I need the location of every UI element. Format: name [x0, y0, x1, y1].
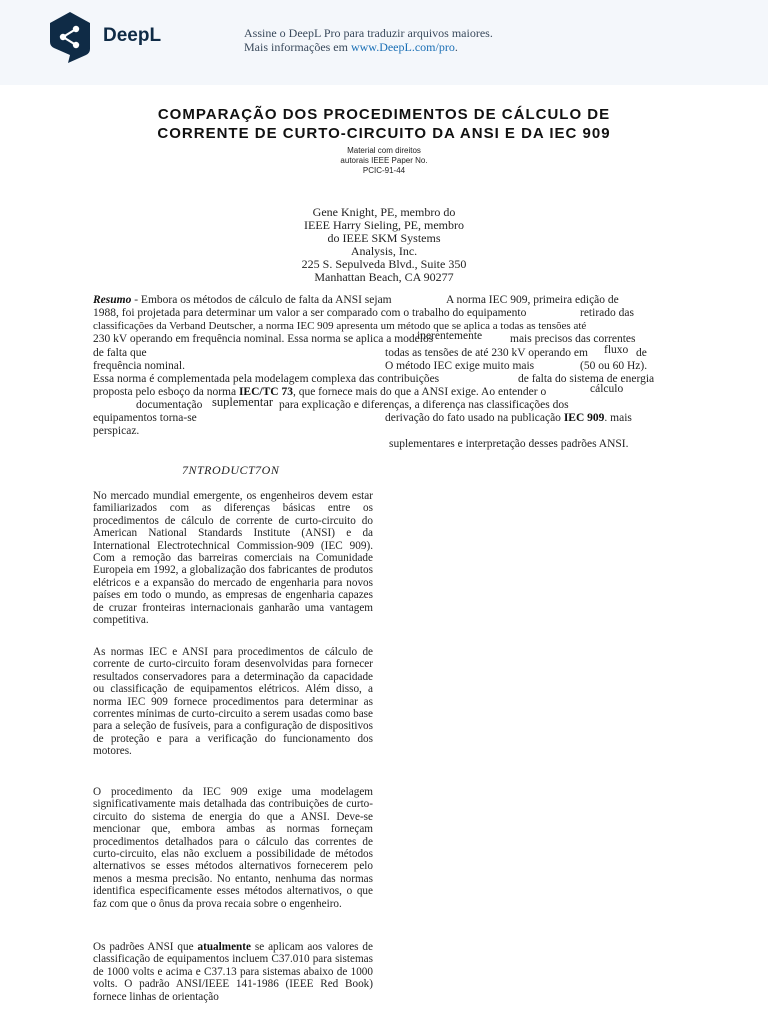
- promo-suffix: .: [454, 40, 458, 54]
- intro-paragraph-4: [93, 941, 373, 1003]
- intro-paragraph-3: O procedimento da IEC 909 exige uma modelagem significativamente mais detalhada das contribuições de curto-circuito do sistema de energia do que a ANSI. Deve-se mencionar que, embora ambas as normas forneçam procedimentos detalhados para o cálculo das correntes de curto-circuito, elas não excluem a possibilidade de métodos alternativos se esses métodos alternativos fornecerem pelo menos a mesma precisão. No entanto, nenhuma das normas identifica especificamente esses métodos alternativos, o que faz com que o ônus da prova recaia sobre o engenheiro.: [93, 786, 373, 910]
- abstract-10c: IEC 909: [563, 412, 605, 424]
- abstract-line-6a: frequência nominal.: [93, 360, 185, 372]
- author-line-1: Gene Knight, PE, membro do: [312, 205, 456, 219]
- abstract-line-4c: mais precisos das correntes: [510, 333, 636, 345]
- abstract-line-1b: A norma IEC 909, primeira edição de: [446, 294, 619, 306]
- abstract-line-9b: suplementar: [212, 395, 274, 409]
- deepl-banner: [0, 0, 768, 85]
- abstract-line-5d: de: [636, 347, 647, 359]
- p4-part-3: se aplicam aos valores de classificação de equipamentos incluem C37.010 para sistemas de 1000 volts e acima e C37.13 para sistemas abaixo de 1000 volts. O padrão ANSI/IEEE 141-1986 (IEEE Red Book) fornece linhas de orientação: [93, 941, 373, 1003]
- abstract-label: Resumo: [93, 294, 132, 306]
- author-line-4: Analysis, Inc.: [350, 244, 418, 258]
- deepl-pro-link[interactable]: www.DeepL.com/pro: [350, 40, 455, 54]
- copyright-line-1: Material com direitos: [347, 146, 421, 155]
- promo-line-2: [244, 40, 493, 54]
- abstract-line-7a: Essa norma é complementada pela modelagem complexa das contribuições: [93, 373, 440, 385]
- author-line-5: 225 S. Sepulveda Blvd., Suite 350: [301, 257, 467, 271]
- abstract-8c: , que fornece mais do que a ANSI exige. Ao entender o: [292, 386, 547, 398]
- abstract-line-1a: [93, 294, 392, 307]
- abstract-line-2a: 1988, foi projetada para determinar um valor a ser comparado com o trabalho do equipamento: [93, 307, 527, 319]
- author-line-3: do IEEE SKM Systems: [327, 231, 441, 245]
- author-line-6: Manhattan Beach, CA 90277: [314, 270, 454, 284]
- introduction-heading: 7NTRODUCT7ON: [182, 463, 280, 477]
- abstract-8a: proposta pelo esboço da norma: [93, 386, 239, 398]
- abstract-line-12: suplementares e interpretação desses padrões ANSI.: [389, 438, 629, 450]
- abstract-line-9c: para explicação e diferenças, a diferença nas classificações dos: [279, 399, 569, 411]
- abstract-line-5b: todas as tensões de até 230 kV operando em: [385, 347, 588, 359]
- abstract-line-4a: 230 kV operando em frequência nominal. Essa norma se aplica a modelos: [93, 333, 434, 345]
- copyright-line-2: autorais IEEE Paper No.: [340, 156, 428, 165]
- abstract-line-7b: de falta do sistema de energia: [518, 373, 655, 385]
- abstract-line-8: [93, 386, 546, 399]
- abstract-line-11: perspicaz.: [93, 425, 140, 437]
- abstract-text: - Embora os métodos de cálculo de falta da ANSI sejam: [131, 294, 392, 306]
- deepl-logo-icon[interactable]: [46, 10, 94, 64]
- abstract-line-6b: O método IEC exige muito mais: [385, 360, 535, 372]
- abstract-line-2b: retirado das: [580, 307, 634, 319]
- abstract-line-4b: inerentemente: [417, 330, 483, 342]
- p4-part-2: atualmente: [197, 941, 251, 953]
- promo-prefix: Mais informações em: [244, 40, 351, 54]
- abstract-line-10a: equipamentos torna-se: [93, 412, 197, 424]
- p4-part-1: Os padrões ANSI que: [93, 941, 198, 953]
- doc-title-line-2: CORRENTE DE CURTO-CIRCUITO DA ANSI E DA IEC 909: [157, 125, 611, 142]
- abstract-line-5a: de falta que: [93, 347, 147, 359]
- intro-paragraph-2: As normas IEC e ANSI para procedimentos de cálculo de corrente de curto-circuito foram desenvolvidas para fornecer resultados conservadores para a determinação da capacidade ou classificação de equipamentos elétricos. Além disso, a norma IEC 909 fornece procedimentos para determinar as correntes mínimas de curto-circuito a serem usadas como base para a seleção de fusíveis, para a configuração de dispositivos de proteção e para a verificação do funcionamento dos motores.: [93, 646, 373, 758]
- abstract-line-6c: (50 ou 60 Hz).: [580, 360, 648, 372]
- abstract-line-5c: fluxo: [604, 344, 629, 356]
- abstract-line-8d: cálculo: [590, 383, 624, 395]
- copyright-line-3: PCIC-91-44: [362, 166, 406, 175]
- abstract-line-3: classificações da Verband Deutscher, a norma IEC 909 apresenta um método que se aplica a todas as tensões até: [93, 320, 587, 332]
- abstract-10b: derivação do fato usado na publicação: [385, 412, 564, 424]
- intro-paragraph-1: No mercado mundial emergente, os engenheiros devem estar familiarizados com as diferenças básicas entre os procedimentos de cálculo de corrente de curto-circuito do American National Standards Institute (ANSI) e da International Electrotechnical Commission-909 (IEC 909). Com a remoção das barreiras comerciais na Comunidade Europeia em 1992, a globalização dos fabricantes de produtos elétricos e a expansão do mercado de engenharia para novos países em todo o mundo, as empresas de engenharia capazes de cruzar fronteiras internacionais ganharão uma vantagem competitiva.: [93, 490, 373, 627]
- abstract-8b: IEC/TC 73: [238, 386, 293, 398]
- abstract-line-9a: documentação: [136, 399, 203, 411]
- abstract-line-10b: [385, 412, 632, 425]
- promo-text: [244, 26, 493, 54]
- doc-title-line-1: COMPARAÇÃO DOS PROCEDIMENTOS DE CÁLCULO DE: [157, 106, 611, 123]
- author-line-2: IEEE Harry Sieling, PE, membro: [304, 218, 464, 232]
- promo-line-1: Assine o DeepL Pro para traduzir arquivos maiores.: [244, 26, 493, 40]
- deepl-logo-text[interactable]: DeepL: [103, 25, 162, 46]
- abstract-10d: . mais: [604, 412, 632, 424]
